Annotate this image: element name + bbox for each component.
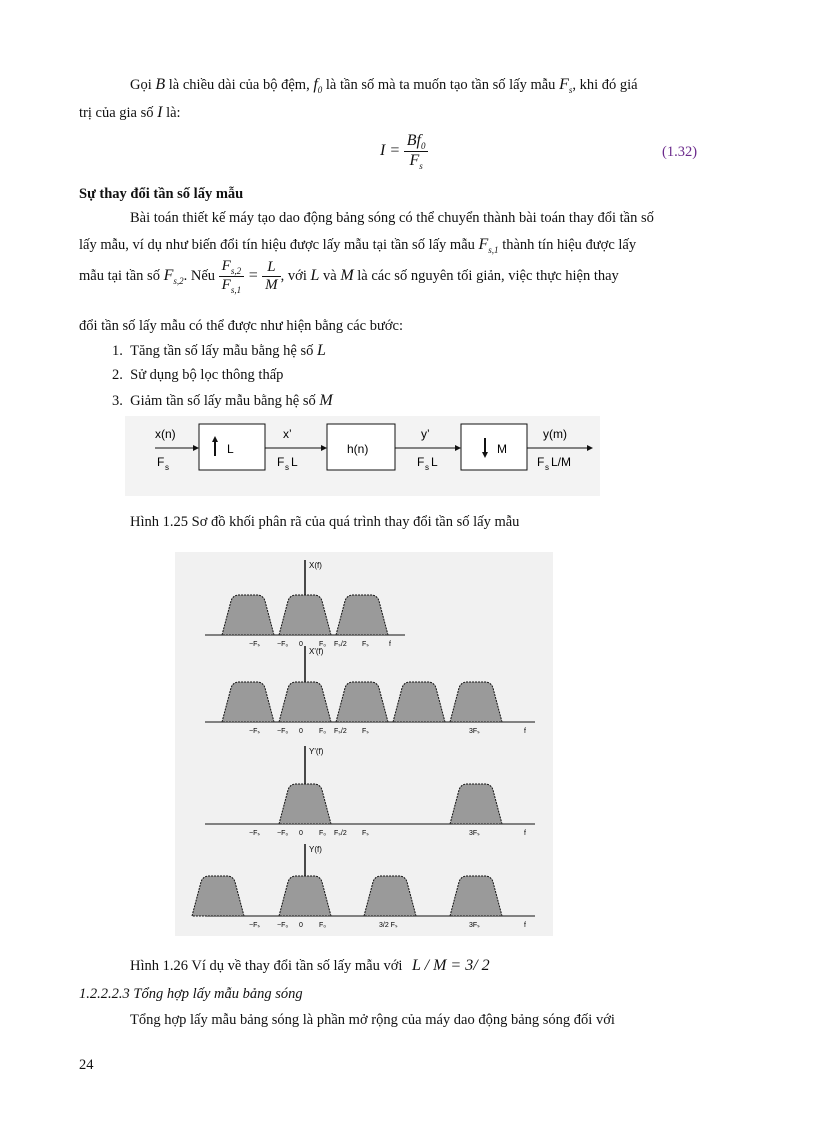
svg-text:L: L — [431, 455, 438, 469]
tick-label: 0 — [299, 922, 303, 929]
tick-label: Fₛ — [362, 641, 369, 648]
figure-caption: Hình 1.26 Ví dụ về thay đổi tần số lấy mẫu với L / M = 3/ 2 — [130, 957, 490, 974]
tick-label: −Fₛ — [249, 728, 260, 735]
mid1-rate-label: F — [277, 455, 285, 469]
tick-label: 0 — [299, 728, 303, 735]
paragraph-line: lấy mẫu, ví dụ như biến đổi tín hiệu được lấy mẫu tại tần số lấy mẫu $F_{s,1}$ thành tín hiệu được lấy — [79, 236, 637, 256]
spectrum-label: X'(f) — [309, 647, 324, 656]
svg-text:s: s — [545, 463, 549, 472]
filter-label: h(n) — [347, 442, 369, 456]
paragraph-line: Tổng hợp lấy mẫu bảng sóng là phần mở rộng của máy dao động bảng sóng đối với — [130, 1012, 615, 1028]
tick-label: Fₛ/2 — [334, 728, 347, 735]
paragraph-line: trị của gia số I là: — [79, 104, 181, 121]
spectrum-label: Y(f) — [309, 845, 322, 854]
svg-text:s: s — [425, 463, 429, 472]
tick-label: F₀ — [319, 830, 327, 837]
paragraph-line: mẫu tại tần số $F_{s,2}$. Nếu $\frac{F_{s,2}}{F_{s,1}}$ = $\frac{L}{M}$ , với L và M là các số nguyên tối giản, việc thực hiện thay — [79, 258, 619, 295]
section-title: Sự thay đổi tần số lấy mẫu — [79, 186, 244, 202]
block-diagram — [125, 416, 600, 496]
downsampler-block — [461, 424, 527, 470]
upsample-factor: L — [227, 442, 234, 456]
tick-label: −Fₛ — [249, 922, 260, 929]
tick-label: f — [524, 922, 526, 929]
paragraph-line: đổi tần số lấy mẫu có thể được như hiện bằng các bước: — [79, 318, 403, 334]
tick-label: Fₛ — [362, 728, 369, 735]
output-signal-label: y(m) — [543, 427, 567, 441]
spectrum-label: Y'(f) — [309, 747, 324, 756]
input-rate-label: F — [157, 455, 165, 469]
tick-label: 3Fₛ — [469, 922, 480, 929]
tick-label: F₀ — [319, 641, 327, 648]
paragraph-line: Bài toán thiết kế máy tạo dao động bảng sóng có thể chuyển thành bài toán thay đổi tần số — [130, 210, 654, 226]
tick-label: 0 — [299, 830, 303, 837]
svg-text:s: s — [165, 463, 169, 472]
tick-label: −F₀ — [277, 830, 289, 837]
tick-label: −F₀ — [277, 922, 289, 929]
svg-text:s: s — [285, 463, 289, 472]
output-rate-label: F — [537, 455, 545, 469]
tick-label: F₀ — [319, 728, 327, 735]
paragraph-line: Gọi B là chiều dài của bộ đệm, $f_0$ là tần số mà ta muốn tạo tần số lấy mẫu $F_s$, khi đó giá — [130, 76, 638, 96]
tick-label: Fₛ/2 — [334, 830, 347, 837]
list-item: 2. Sử dụng bộ lọc thông thấp — [112, 367, 284, 383]
tick-label: −F₀ — [277, 641, 289, 648]
mid2-rate-label: F — [417, 455, 425, 469]
tick-label: −Fₛ — [249, 830, 260, 837]
list-item: 1. Tăng tần số lấy mẫu bằng hệ số L — [112, 342, 326, 359]
tick-label: −Fₛ — [249, 641, 260, 648]
equation-label: (1.32) — [662, 144, 698, 160]
figure-caption: Hình 1.25 Sơ đồ khối phân rã của quá trình thay đổi tần số lấy mẫu — [130, 514, 520, 530]
tick-label: 3Fₛ — [469, 728, 480, 735]
downsample-factor: M — [497, 442, 507, 456]
mid2-signal-label: y’ — [421, 427, 430, 441]
tick-label: f — [524, 830, 526, 837]
input-signal-label: x(n) — [155, 427, 176, 441]
tick-label: −F₀ — [277, 728, 289, 735]
svg-text:L/M: L/M — [551, 455, 572, 469]
tick-label: f — [389, 641, 391, 648]
tick-label: 3/2 Fₛ — [379, 922, 398, 929]
tick-label: 3Fₛ — [469, 830, 480, 837]
tick-label: F₀ — [319, 922, 327, 929]
tick-label: 0 — [299, 641, 303, 648]
svg-text:L: L — [291, 455, 298, 469]
tick-label: Fₛ — [362, 830, 369, 837]
spectrum-label: X(f) — [309, 561, 322, 570]
subsection-title: 1.2.2.2.3 Tổng hợp lấy mẫu bảng sóng — [79, 986, 303, 1002]
tick-label: Fₛ/2 — [334, 641, 347, 648]
tick-label: f — [524, 728, 526, 735]
mid1-signal-label: x’ — [283, 427, 292, 441]
equation-1-32: I = $\frac{Bf_0}{F_s}$ — [380, 132, 428, 171]
page-number: 24 — [79, 1057, 94, 1073]
list-item: 3. Giảm tần số lấy mẫu bằng hệ số M — [112, 392, 333, 409]
spectra-figure — [175, 552, 553, 936]
